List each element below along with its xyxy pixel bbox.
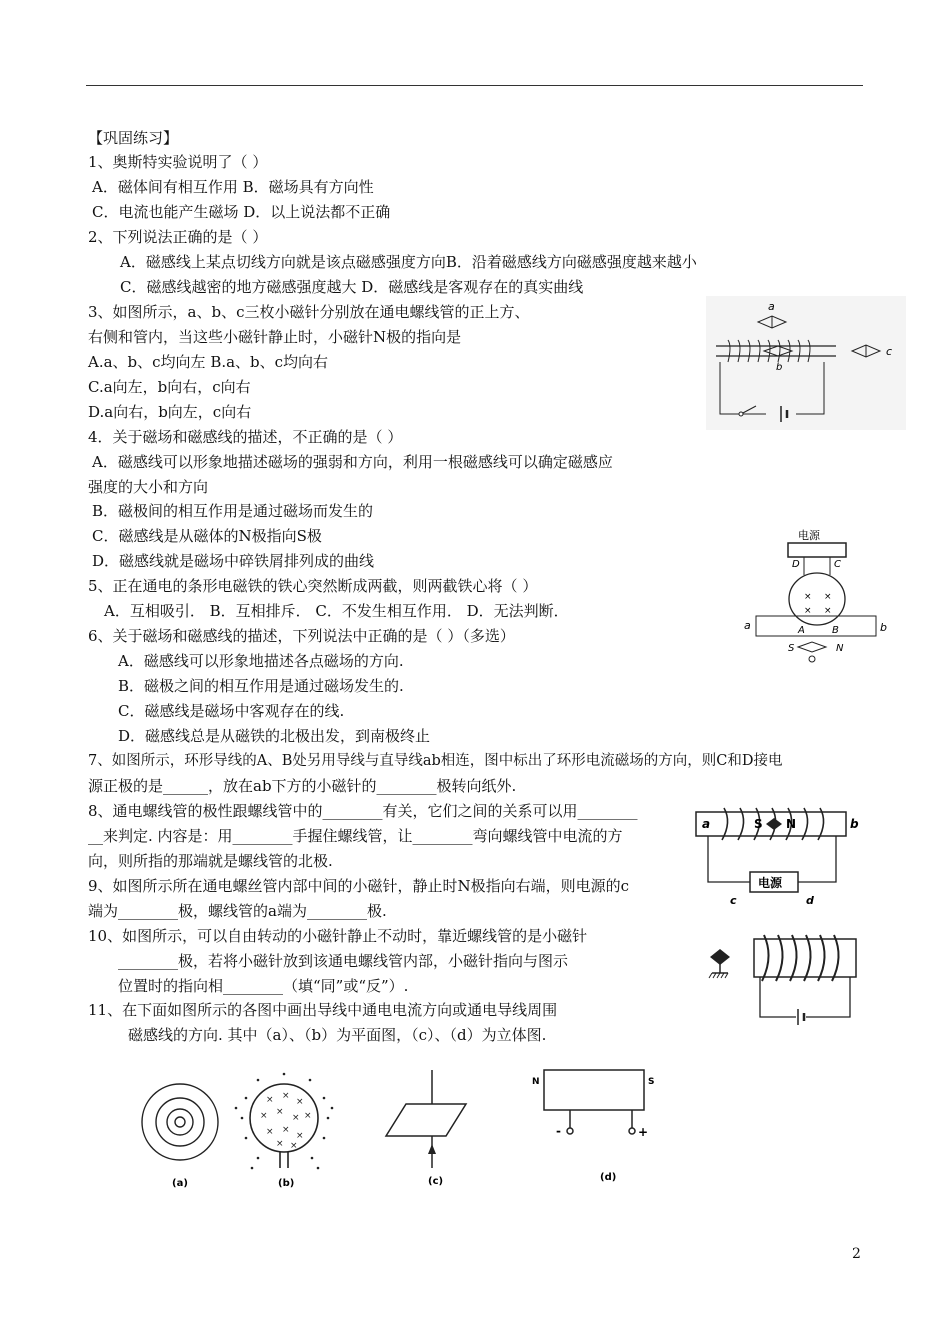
svg-text:×: ×: [824, 592, 832, 602]
figure-q9-solenoid: [694, 802, 866, 910]
question-4-option-b: B．磁极间的相互作用是通过磁场而发生的: [92, 502, 374, 520]
question-3-line1: 3、如图所示，a、b、c三枚小磁针分别放在通电螺线管的正上方、: [88, 303, 530, 321]
question-4-option-a1: A．磁感线可以形象地描述磁场的强弱和方向，利用一根磁感线可以确定磁感应: [92, 453, 613, 471]
fig7-label-N: N: [836, 643, 844, 654]
question-8-line1: 8、通电螺线管的极性跟螺线管中的________有关，它们之间的关系可以用________: [88, 802, 638, 820]
question-11-line2: 磁感线的方向. 其中（a）、（b）为平面图，（c）、（d）为立体图.: [128, 1026, 547, 1044]
question-2-options-cd: C．磁感线越密的地方磁感强度越大 D．磁感线是客观存在的真实曲线: [120, 278, 584, 296]
svg-text:×: ×: [282, 1125, 290, 1135]
fig7-label-B: B: [832, 625, 839, 636]
question-4-option-c: C．磁感线是从磁体的N极指向S极: [92, 527, 322, 545]
question-9-line2: 端为________极，螺线管的a端为________极.: [88, 902, 387, 920]
fig11-label-N: N: [532, 1077, 540, 1087]
fig7-label-C: C: [834, 559, 841, 570]
fig3-label-b: b: [776, 362, 783, 373]
svg-text:×: ×: [804, 592, 812, 602]
question-4: 4．关于磁场和磁感线的描述，不正确的是（ ）: [88, 428, 403, 446]
svg-text:×: ×: [304, 1111, 312, 1121]
fig7-power-label: 电源: [798, 529, 820, 542]
question-1: 1、奥斯特实验说明了（ ）: [88, 153, 268, 171]
question-6-option-c: C．磁感线是磁场中客观存在的线.: [118, 702, 345, 720]
question-6-option-a: A．磁感线可以形象地描述各点磁场的方向.: [118, 652, 404, 670]
question-4-option-d: D．磁感线就是磁场中碎铁屑排列成的曲线: [92, 552, 375, 570]
fig11-label-plus: +: [638, 1125, 649, 1139]
question-8-line3: 向，则所指的那端就是螺线管的北极.: [88, 852, 333, 870]
fig7-label-D: D: [792, 559, 800, 570]
question-9-line1: 9、如图所示所在通电螺丝管内部中间的小磁针，静止时N极指向右端，则电源的c: [88, 877, 630, 895]
question-2-options-ab: A．磁感线上某点切线方向就是该点磁感强度方向B．沿着磁感线方向磁感强度越来越小: [120, 253, 697, 271]
fig11-label-a: (a): [172, 1178, 188, 1189]
fig11-c-wire-through-plane: [386, 1070, 466, 1168]
svg-text:×: ×: [290, 1141, 298, 1151]
question-7-line2: 源正极的是______，放在ab下方的小磁针的________极转向纸外.: [88, 777, 517, 795]
svg-text:×: ×: [260, 1111, 268, 1121]
question-2: 2、下列说法正确的是（ ）: [88, 228, 268, 246]
svg-text:×: ×: [296, 1131, 304, 1141]
figure-q3-solenoid: [706, 296, 906, 430]
question-3-option-d: D.a向右，b向左，c向右: [88, 403, 252, 421]
fig11-b-current-loop: [235, 1073, 334, 1170]
fig9-label-c: c: [730, 894, 737, 907]
question-6-option-b: B．磁极之间的相互作用是通过磁场发生的.: [118, 677, 404, 695]
fig3-label-c: c: [886, 345, 893, 358]
fig7-label-S: S: [788, 643, 795, 654]
svg-text:×: ×: [804, 606, 812, 616]
question-11-line1: 11、在下面如图所示的各图中画出导线中通电电流方向或通电导线周围: [88, 1001, 558, 1019]
question-6: 6、关于磁场和磁感线的描述，下列说法中正确的是（ ）（多选）: [88, 627, 515, 645]
svg-text:×: ×: [276, 1107, 284, 1117]
question-3-option-a: A.a、b、c均向左 B.a、b、c均向右: [88, 353, 329, 371]
svg-text:×: ×: [282, 1091, 290, 1101]
figure-q11-group: [136, 1068, 676, 1198]
figure-q10-solenoid: [706, 931, 860, 1035]
fig3-label-a: a: [768, 300, 775, 313]
question-6-option-d: D．磁感线总是从磁铁的北极出发，到南极终止: [118, 727, 431, 745]
fig7-label-A: A: [798, 625, 805, 636]
question-10-line2: ________极，若将小磁针放到该通电螺线管内部，小磁针指向与图示: [118, 952, 569, 970]
svg-text:×: ×: [296, 1097, 304, 1107]
fig11-label-minus: -: [556, 1124, 561, 1138]
fig11-a-concentric-field-lines: [142, 1084, 218, 1160]
fig9-label-S: S: [754, 817, 763, 831]
svg-text:×: ×: [266, 1095, 274, 1105]
fig9-label-b: b: [850, 817, 859, 831]
question-1-options-cd: C．电流也能产生磁场 D．以上说法都不正确: [92, 203, 391, 221]
fig9-power-label: 电源: [758, 876, 783, 890]
question-8-line2: __来判定. 内容是：用________手握住螺线管，让________弯向螺线管中电流的方: [88, 827, 623, 845]
section-title: 【巩固练习】: [88, 129, 179, 147]
question-4-option-a2: 强度的大小和方向: [88, 478, 209, 496]
fig11-d-bar-magnet: [532, 1070, 654, 1139]
fig9-label-d: d: [806, 894, 814, 907]
fig7-label-a: a: [744, 619, 751, 632]
question-7-line1: 7、如图所示，环形导线的A、B处另用导线与直导线ab相连，图中标出了环形电流磁场的方向，则C和D接电: [88, 753, 783, 769]
question-3-line2: 右侧和管内，当这些小磁针静止时，小磁针N极的指向是: [88, 328, 462, 346]
svg-text:×: ×: [824, 606, 832, 616]
svg-text:×: ×: [266, 1127, 274, 1137]
fig11-label-c: (c): [428, 1176, 444, 1187]
fig9-label-N: N: [786, 817, 797, 831]
svg-text:×: ×: [292, 1113, 300, 1123]
question-5-options: A．互相吸引． B．互相排斥． C．不发生相互作用． D．无法判断．: [104, 602, 569, 620]
fig11-label-S: S: [648, 1077, 655, 1087]
fig9-label-a: a: [702, 817, 711, 831]
figure-q7-ring: [742, 527, 892, 667]
question-5: 5、正在通电的条形电磁铁的铁心突然断成两截，则两截铁心将（ ）: [88, 577, 538, 595]
fig11-label-d: (d): [600, 1172, 617, 1183]
question-1-options-ab: A．磁体间有相互作用 B．磁场具有方向性: [92, 178, 374, 196]
fig11-label-b: (b): [278, 1178, 295, 1189]
header-rule: [86, 85, 863, 86]
page-number: 2: [852, 1246, 861, 1262]
fig7-label-b: b: [880, 621, 887, 634]
question-3-option-c: C.a向左，b向右，c向右: [88, 378, 251, 396]
svg-text:×: ×: [276, 1139, 284, 1149]
question-10-line3: 位置时的指向相________（填“同”或“反”）.: [118, 977, 409, 995]
question-10-line1: 10、如图所示，可以自由转动的小磁针静止不动时，靠近螺线管的是小磁针: [88, 927, 588, 945]
